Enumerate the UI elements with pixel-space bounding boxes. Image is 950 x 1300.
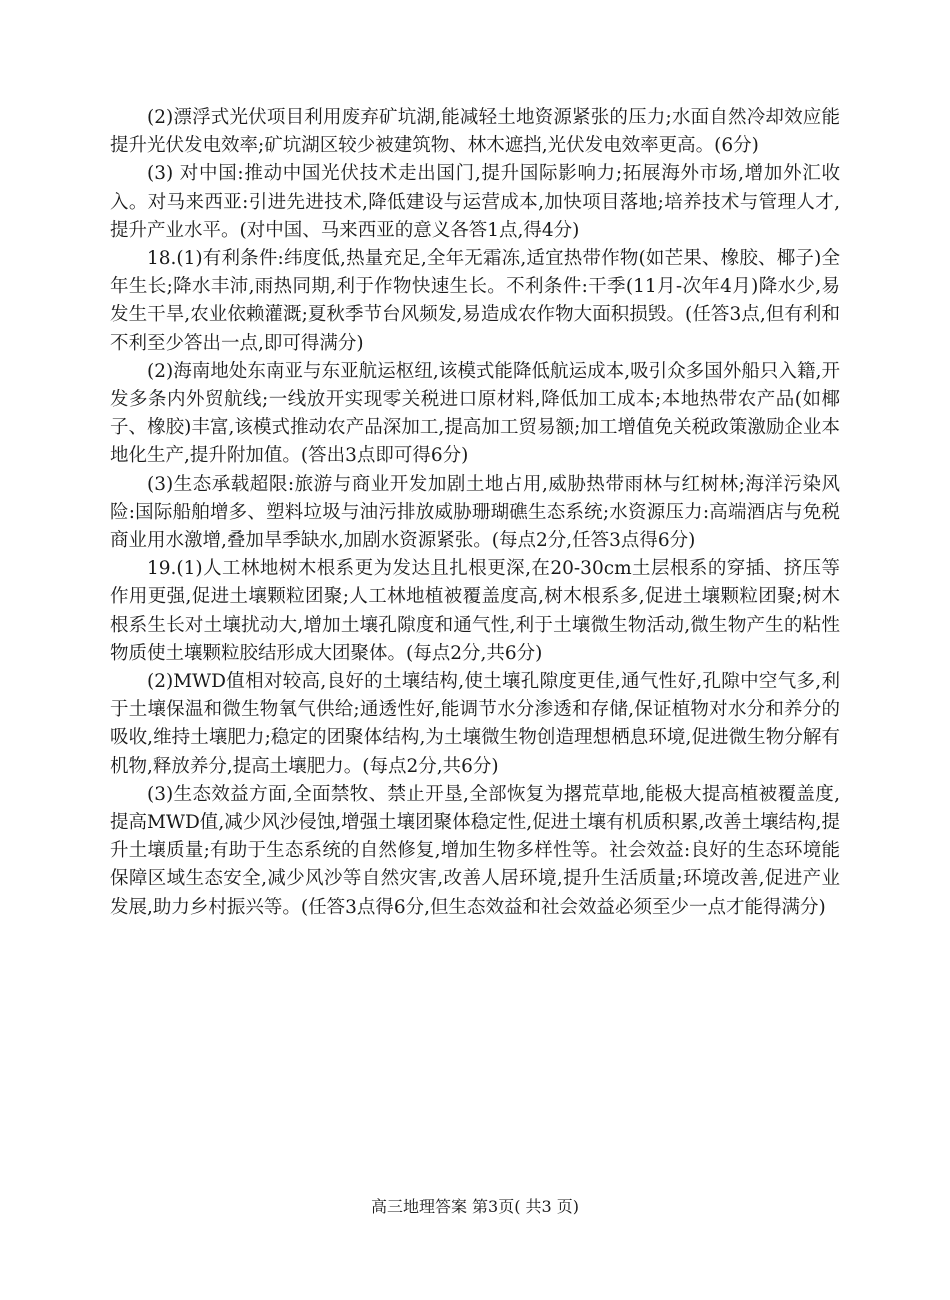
answer-paragraph: (2)漂浮式光伏项目利用废弃矿坑湖,能减轻土地资源紧张的压力;水面自然冷却效应能提升光伏发电效率;矿坑湖区较少被建筑物、林木遮挡,光伏发电效率更高。(6分) bbox=[110, 107, 840, 157]
answer-paragraph: 19.(1)人工林地树木根系更为发达且扎根更深,在20-30cm土层根系的穿插、挤压等作用更强,促进土壤颗粒团聚;人工林地植被覆盖度高,树木根系多,促进土壤颗粒团聚;树木根系生长对土壤扰动大,增加土壤孔隙度和通气性,利于土壤微生物活动,微生物产生的粘性物质使土壤颗粒胶结形成大团聚体。(每点2分,共6分) bbox=[110, 558, 840, 664]
answer-paragraph: (3) 对中国:推动中国光伏技术走出国门,提升国际影响力;拓展海外市场,增加外汇收入。对马来西亚:引进先进技术,降低建设与运营成本,加快项目落地;培养技术与管理人才,提升产业水平。(对中国、马来西亚的意义各答1点,得4分) bbox=[110, 163, 840, 241]
answer-paragraph: (3)生态效益方面,全面禁牧、禁止开垦,全部恢复为撂荒草地,能极大提高植被覆盖度,提高MWD值,减少风沙侵蚀,增强土壤团聚体稳定性,促进土壤有机质积累,改善土壤结构,提升土壤质量;有助于生态系统的自然修复,增加生物多样性等。社会效益:良好的生态环境能保障区域生态安全,减少风沙等自然灾害,改善人居环境,提升生活质量;环境改善,促进产业发展,助力乡村振兴等。(任答3点得6分,但生态效益和社会效益必须至少一点才能得满分) bbox=[110, 783, 840, 918]
answer-paragraph: (2)MWD值相对较高,良好的土壤结构,使土壤孔隙度更佳,通气性好,孔隙中空气多,利于土壤保温和微生物氧气供给;通透性好,能调节水分渗透和存储,保证植物对水分和养分的吸收,维持土壤肥力;稳定的团聚体结构,为土壤微生物创造理想栖息环境,促进微生物分解有机物,释放养分,提高土壤肥力。(每点2分,共6分) bbox=[110, 671, 840, 777]
answer-paragraph: (3)生态承载超限:旅游与商业开发加剧土地占用,威胁热带雨林与红树林;海洋污染风险:国际船舶增多、塑料垃圾与油污排放威胁珊瑚礁生态系统;水资源压力:高端酒店与免税商业用水激增,叠加旱季缺水,加剧水资源紧张。(每点2分,任答3点得6分) bbox=[110, 473, 840, 552]
answer-body bbox=[110, 104, 840, 922]
page-footer: 高三地理答案 第3页( 共3 页) bbox=[370, 1197, 580, 1216]
answer-paragraph: 18.(1)有利条件:纬度低,热量充足,全年无霜冻,适宜热带作物(如芒果、橡胶、椰子)全年生长;降水丰沛,雨热同期,利于作物快速生长。不利条件:干季(11月-次年4月)降水少,易发生干旱,农业依赖灌溉;夏秋季节台风频发,易造成农作物大面积损毁。(任答3点,但有利和不利至少答出一点,即可得满分) bbox=[110, 248, 840, 354]
answer-paragraph: (2)海南地处东南亚与东亚航运枢纽,该模式能降低航运成本,吸引众多国外船只入籍,开发多条内外贸航线;一线放开实现零关税进口原材料,降低加工成本;本地热带农产品(如椰子、橡胶)丰富,该模式推动农产品深加工,提高加工贸易额;加工增值免关税政策激励企业本地化生产,提升附加值。(答出3点即可得6分) bbox=[110, 360, 840, 467]
